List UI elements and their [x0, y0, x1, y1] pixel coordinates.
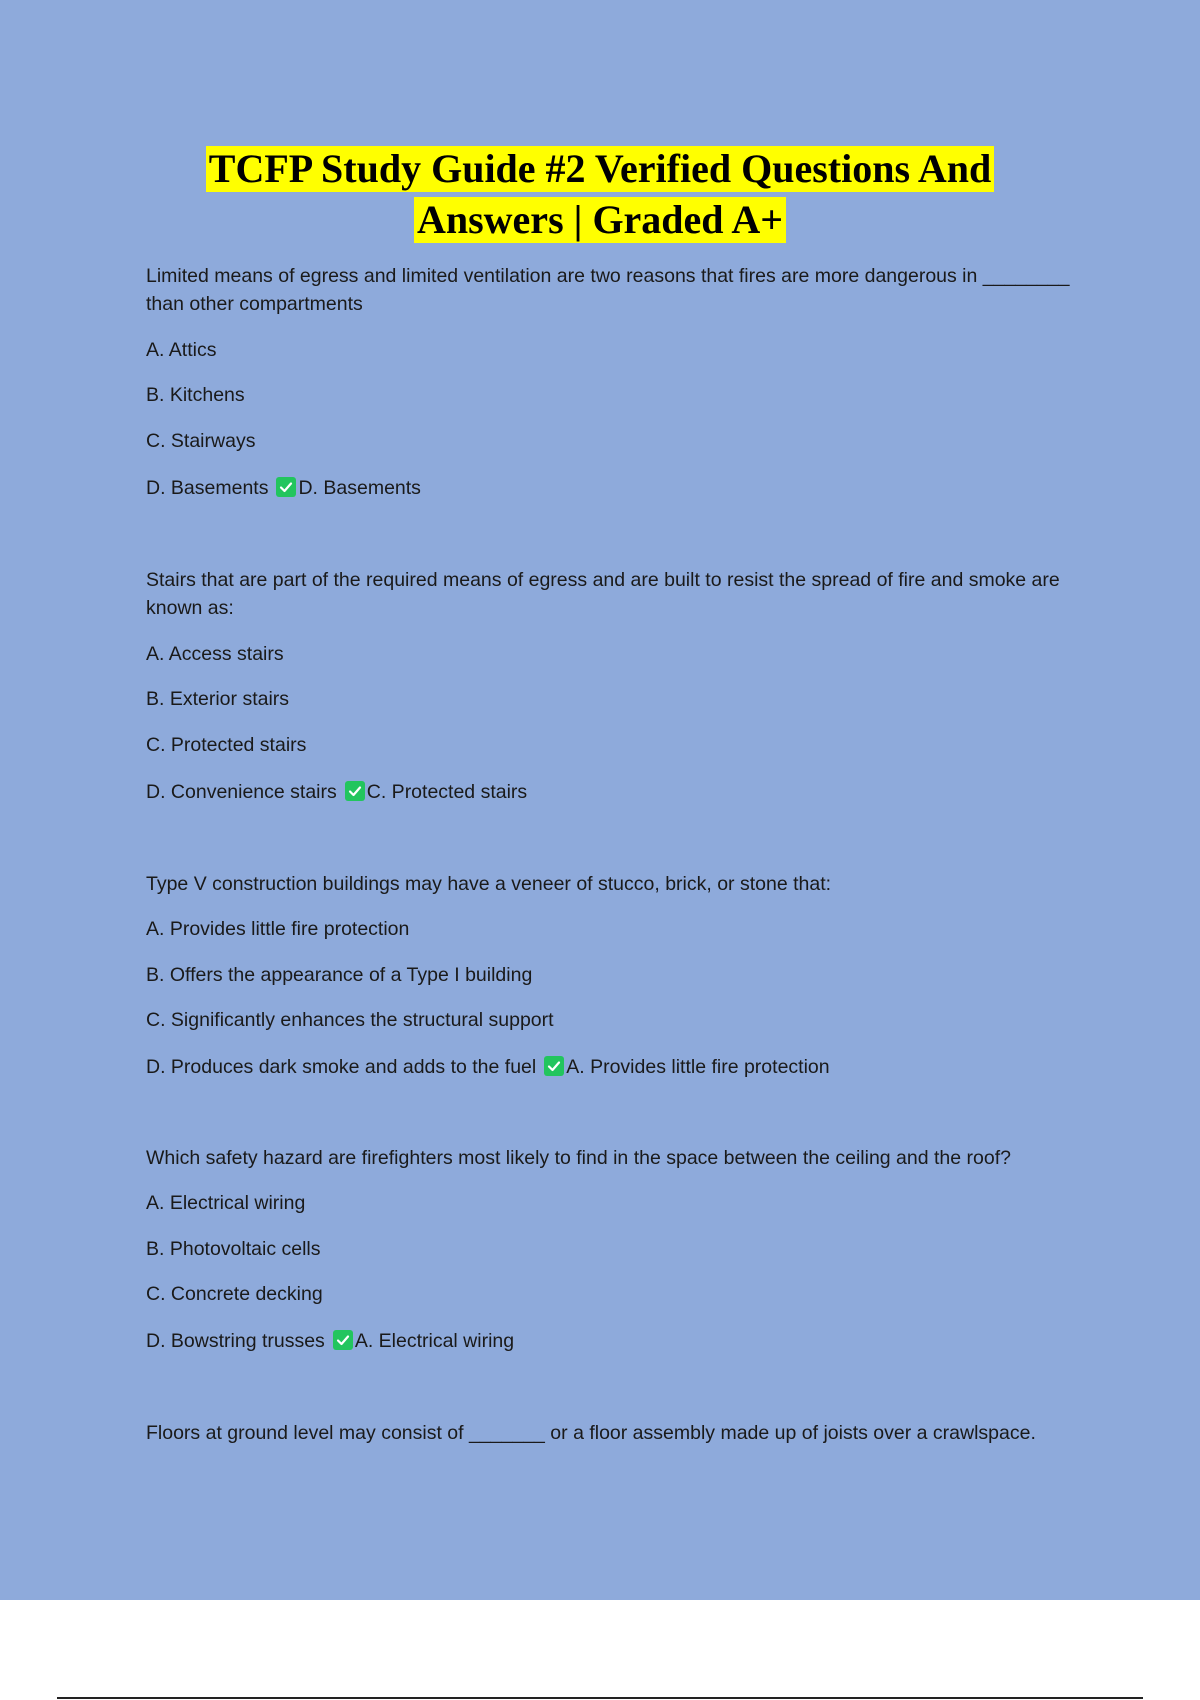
option-c: C. Protected stairs [146, 734, 307, 756]
option-d-with-answer [146, 1327, 1076, 1355]
option-b: B. Offers the appearance of a Type I building [146, 964, 533, 986]
question-block [146, 262, 1076, 502]
option-d-with-answer [146, 778, 1076, 806]
question-text: Limited means of egress and limited ventilation are two reasons that fires are more dangerous in ________ than other compartments [146, 265, 1070, 315]
option-d: D. Produces dark smoke and adds to the fuel [146, 1056, 537, 1078]
checkmark-icon [345, 781, 365, 801]
title-line-1: TCFP Study Guide #2 Verified Questions And [206, 146, 994, 192]
document-title [0, 146, 1200, 248]
answer-text: C. Protected stairs [366, 781, 528, 803]
option-d-with-answer [146, 1053, 1076, 1081]
option-c: C. Significantly enhances the structural support [146, 1009, 554, 1031]
question-text: Stairs that are part of the required means of egress and are built to resist the spread of fire and smoke are known as: [146, 569, 1060, 619]
checkmark-icon [276, 477, 296, 497]
question-text: Which safety hazard are firefighters most likely to find in the space between the ceiling and the roof? [146, 1147, 1011, 1169]
option-b: B. Exterior stairs [146, 688, 290, 710]
option-a: A. Electrical wiring [146, 1192, 306, 1214]
option-d: D. Bowstring trusses [146, 1330, 325, 1352]
answer-text: A. Provides little fire protection [566, 1056, 830, 1078]
question-text: Floors at ground level may consist of _______ or a floor assembly made up of joists over a crawlspace. [146, 1422, 1036, 1444]
option-b: B. Kitchens [146, 384, 245, 406]
option-a: A. Attics [146, 339, 217, 361]
footer-divider [57, 1697, 1143, 1699]
option-b: B. Photovoltaic cells [146, 1238, 321, 1260]
question-block [146, 1419, 1076, 1447]
title-line-2: Answers | Graded A+ [414, 197, 786, 243]
answer-text: D. Basements [298, 477, 421, 499]
option-a: A. Provides little fire protection [146, 918, 410, 940]
question-block [146, 870, 1076, 1081]
option-c: C. Concrete decking [146, 1283, 323, 1305]
question-block [146, 566, 1076, 806]
option-a: A. Access stairs [146, 643, 284, 665]
option-d-with-answer [146, 474, 1076, 502]
checkmark-icon [333, 1330, 353, 1350]
option-d: D. Convenience stairs [146, 781, 337, 803]
question-block [146, 1144, 1076, 1355]
option-c: C. Stairways [146, 430, 256, 452]
answer-text: A. Electrical wiring [354, 1330, 515, 1352]
option-d: D. Basements [146, 477, 269, 499]
question-text: Type V construction buildings may have a veneer of stucco, brick, or stone that: [146, 873, 832, 895]
checkmark-icon [544, 1056, 564, 1076]
